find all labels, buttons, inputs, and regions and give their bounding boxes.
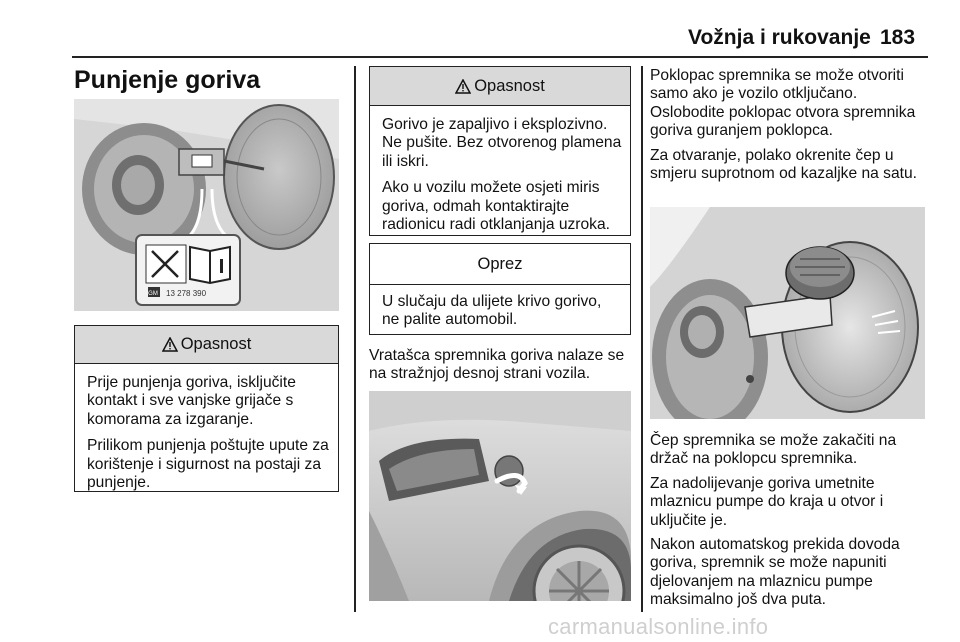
warning-triangle-icon [162, 337, 178, 352]
col3-paragraph: Nakon automatskog prekida dovoda goriva, spremnik se može napuniti djelovanjem na mlaznicu pumpe maksimalno još dva puta. [650, 536, 900, 609]
fuel-door-location-paragraph: Vratašca spremnika goriva nalaze se na stražnjoj desnoj strani vozila. [369, 347, 625, 383]
col1-warning-header [75, 326, 338, 364]
fuel-cap-illustration [650, 207, 925, 419]
col1-warning-heading: Opasnost [180, 335, 252, 353]
car-rear-side-drawing [369, 391, 631, 601]
col2-warning-body [370, 106, 630, 234]
col3-paragraph: Poklopac spremnika se može otvoriti samo ako je vozilo otključano. Oslobodite poklopac otvora spremnika goriva guranjem poklopca. [650, 67, 916, 140]
col1-warning-paragraph: Prije punjenja goriva, isključite kontakt i sve vanjske grijače s komorama za izgaranje. [87, 374, 296, 428]
fuel-cap-drawing [650, 207, 925, 419]
col2-warning-header [370, 67, 630, 106]
col3-paragraph: Čep spremnika se može zakačiti na držač na poklopcu spremnika. [650, 432, 897, 468]
warning-triangle-icon [455, 79, 471, 94]
col1-warning-paragraph: Prilikom punjenja poštujte upute za korištenje i sigurnost na postaji za punjenje. [87, 437, 329, 492]
col2-caution-paragraph: U slučaju da ulijete krivo gorivo, ne palite automobil. [382, 293, 602, 329]
col1-warning-body [75, 364, 338, 492]
col2-warning-paragraph: Gorivo je zapaljivo i eksplozivno. Ne pušite. Bez otvorenog plamena ili iskri. [382, 116, 622, 170]
header-rule [72, 56, 928, 58]
car-rear-side-illustration [369, 391, 631, 601]
col2-warning-heading: Opasnost [474, 76, 545, 95]
fuel-door-label-illustration [74, 99, 339, 311]
page-number: 183 [880, 26, 916, 49]
col2-caution-body [370, 285, 630, 330]
gm-logo-text: GM [148, 291, 158, 297]
watermark: carmanualsonline.info [548, 614, 769, 639]
col3-top-text [650, 67, 930, 189]
col2-warning-paragraph: Ako u vozilu možete osjeti miris goriva, odmah kontaktirajte radionicu radi otklanjanja uzroka. [382, 179, 610, 234]
col3-paragraph: Za otvaranje, polako okrenite čep u smjeru suprotnom od kazaljke na satu. [650, 146, 917, 183]
column-divider-1 [354, 66, 356, 612]
col2-caution-heading: Oprez [370, 244, 630, 285]
running-header-title: Vožnja i rukovanje [688, 26, 871, 49]
column-divider-2 [641, 66, 643, 612]
fuel-door-location-text [369, 347, 634, 390]
col3-paragraph: Za nadolijevanje goriva umetnite mlaznicu pumpe do kraja u otvor i uključite je. [650, 474, 884, 529]
fuel-door-label-drawing [74, 99, 339, 311]
col2-warning-box [369, 66, 631, 236]
label-code-text: 13 278 390 [166, 289, 207, 298]
col1-warning-box [74, 325, 339, 492]
section-title: Punjenje goriva [74, 66, 261, 94]
col3-bottom-text [650, 432, 930, 616]
col2-caution-box [369, 243, 631, 335]
